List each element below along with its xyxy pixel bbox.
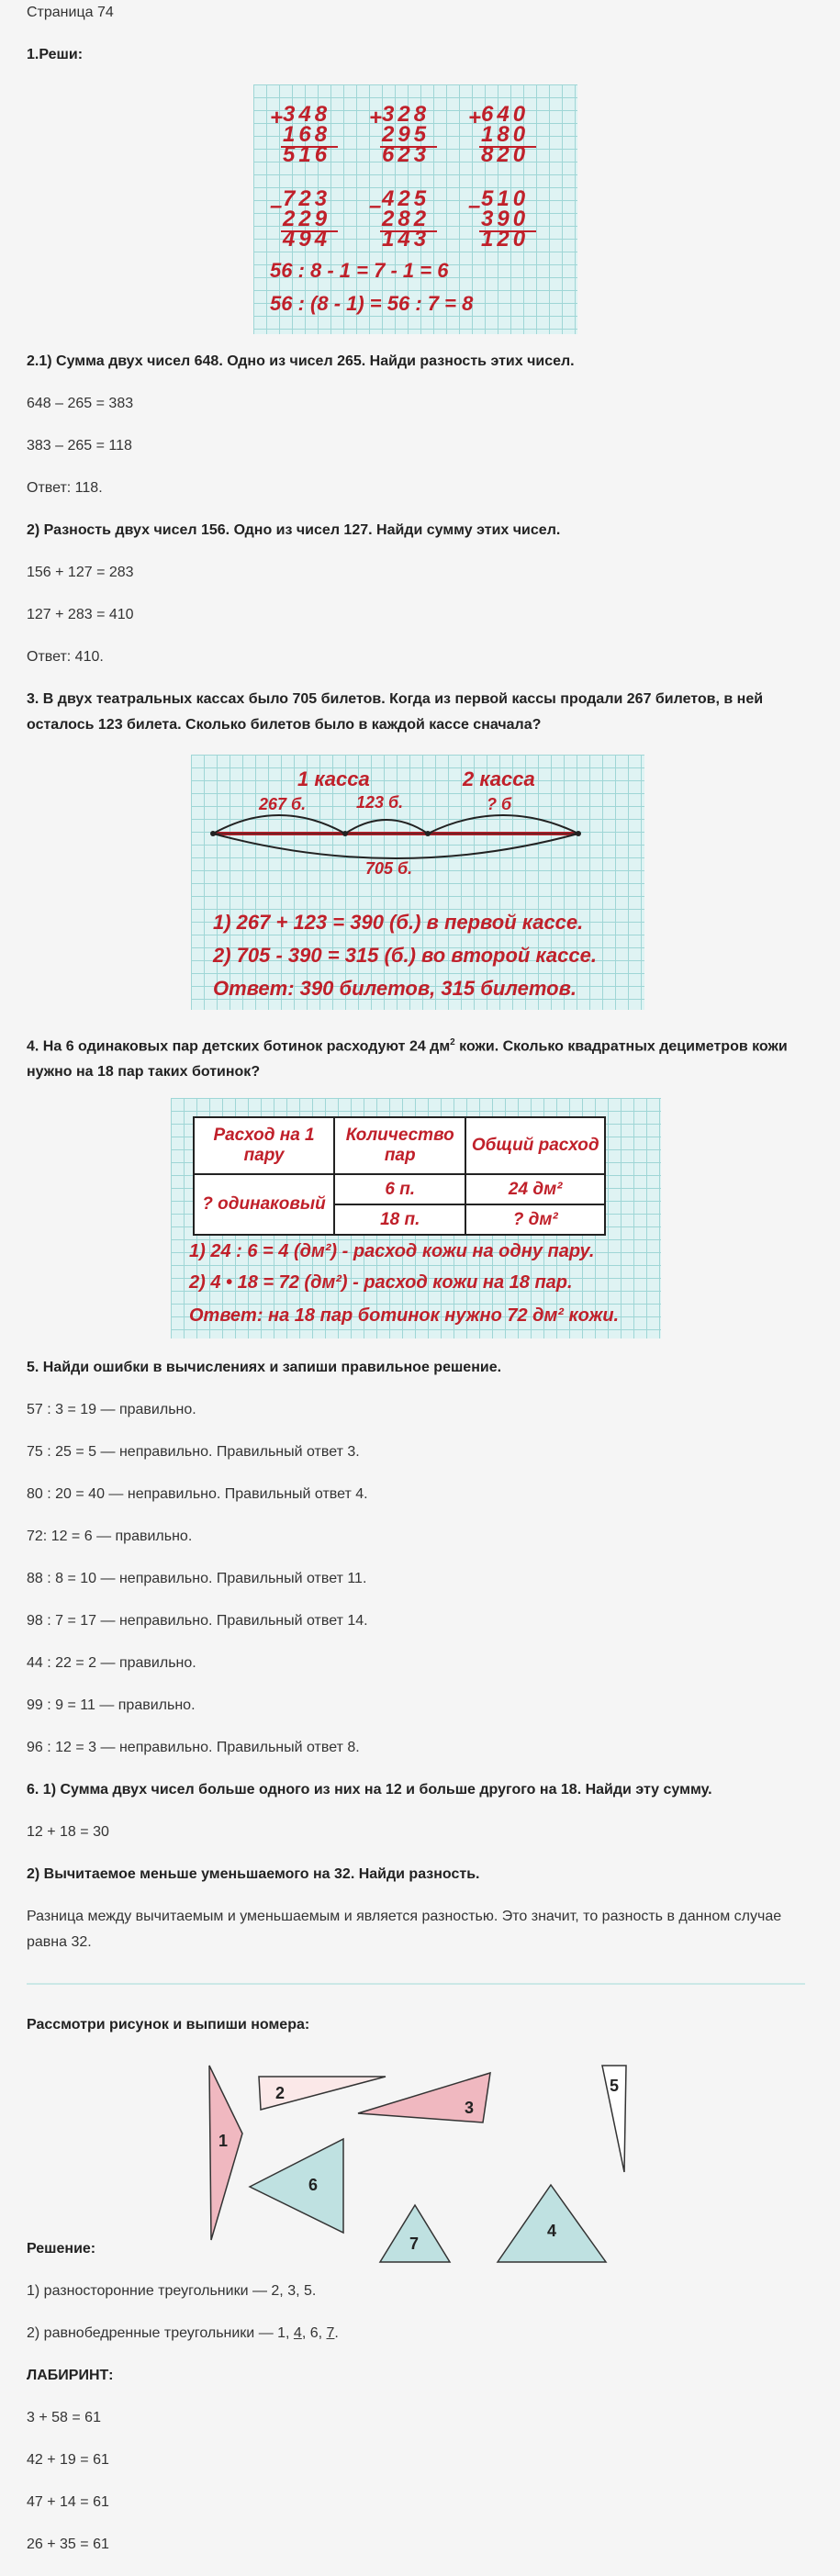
task6-heading: 6. 1) Сумма двух чисел больше одного из них на 12 и больше другого на 18. Найди эту сумму. — [27, 1782, 712, 1798]
task1-heading: 1.Реши: — [27, 47, 84, 62]
task3-sol2: 2) 705 - 390 = 315 (б.) во второй кассе. — [213, 944, 597, 967]
triangle-label: 2 — [275, 2084, 286, 2102]
triangle-label: 5 — [610, 2077, 620, 2095]
table-cell-r1c3: 24 дм² — [465, 1174, 605, 1204]
task4-sol1: 1) 24 : 6 = 4 (дм²) - расход кожи на одну пару. — [189, 1241, 595, 1261]
task4-heading — [27, 1030, 816, 1085]
expr2: 56 : (8 - 1) = 56 : 7 = 8 — [270, 292, 474, 315]
task5-heading: 5. Найди ошибки в вычислениях и запиши правильное решение. — [27, 1360, 502, 1375]
task5-line: 72: 12 = 6 — правильно. — [27, 1529, 193, 1544]
sol2-mid: , 6, — [301, 2325, 327, 2341]
task4-table — [193, 1116, 606, 1236]
triangle-6 — [250, 2139, 343, 2233]
sub1-a: 723 — [283, 186, 331, 211]
task3-heading: 3. В двух театральных кассах было 705 билетов. Когда из первой кассы продали 267 билетов, в ней осталось 123 билета. Сколько билетов было в каждой кассе сначала? — [27, 691, 764, 733]
kassa2-label: 2 касса — [463, 767, 535, 790]
seg3-label: ? б — [487, 795, 512, 813]
task2-line3: 156 + 127 = 283 — [27, 565, 134, 580]
section-divider — [27, 1983, 805, 1985]
task6-line1: 12 + 18 = 30 — [27, 1824, 109, 1840]
task5-line: 80 : 20 = 40 — неправильно. Правильный ответ 4. — [27, 1486, 368, 1502]
add3-a: 640 — [481, 102, 530, 127]
add2-b: 295 — [382, 122, 431, 147]
solution-heading: Решение: — [27, 2241, 96, 2257]
triangles-sol1: 1) разносторонние треугольники — 2, 3, 5. — [27, 2283, 317, 2299]
triangles-sol2 — [27, 2321, 816, 2346]
add2-r: 623 — [382, 142, 431, 167]
task2-heading: 2.1) Сумма двух чисел 648. Одно из чисел 265. Найди разность этих чисел. — [27, 353, 575, 369]
sub1-r: 494 — [283, 227, 331, 252]
triangle-label: 7 — [409, 2234, 420, 2253]
sol2-suffix: . — [334, 2325, 339, 2341]
add2-a: 328 — [382, 102, 431, 127]
task6-text: Разница между вычитаемым и уменьшаемым и является разностью. Это значит, то разность в данном случае равна 32. — [27, 1909, 782, 1950]
task3-figure — [191, 755, 644, 1010]
add1-b: 168 — [283, 122, 331, 147]
add3-b: 180 — [481, 122, 530, 147]
task2-answer1: Ответ: 118. — [27, 480, 103, 496]
labyrinth-line: 26 + 35 = 61 — [27, 2537, 109, 2552]
table-cell-r1c2: 6 п. — [334, 1174, 465, 1204]
labyrinth-line: 47 + 14 = 61 — [27, 2494, 109, 2510]
task4-answer: Ответ: на 18 пар ботинок нужно 72 дм² кожи. — [189, 1305, 620, 1326]
svg-text:+: + — [369, 106, 383, 130]
table-header-total: Общий расход — [465, 1117, 605, 1174]
task1-calculations — [253, 84, 577, 334]
task3-sol1: 1) 267 + 123 = 390 (б.) в первой кассе. — [213, 911, 584, 934]
kassa1-label: 1 касса — [297, 767, 370, 790]
task5-line: 99 : 9 = 11 — правильно. — [27, 1697, 196, 1713]
sol2-underlined-7: 7 — [326, 2325, 335, 2341]
add1-r: 516 — [283, 142, 331, 167]
sol2-prefix: 2) равнобедренные треугольники — 1, — [27, 2325, 294, 2341]
svg-text:–: – — [468, 194, 481, 218]
task5-line: 57 : 3 = 19 — правильно. — [27, 1402, 196, 1417]
labyrinth-heading: ЛАБИРИНТ: — [27, 2368, 114, 2383]
expr1: 56 : 8 - 1 = 7 - 1 = 6 — [270, 259, 449, 282]
sub3-r: 120 — [481, 227, 530, 252]
task4-sol2: 2) 4 • 18 = 72 (дм²) - расход кожи на 18 пар. — [189, 1272, 573, 1293]
seg1-label: 267 б. — [259, 795, 307, 813]
task3-answer: Ответ: 390 билетов, 315 билетов. — [213, 977, 577, 1000]
triangle-label: 3 — [465, 2099, 475, 2117]
triangles-figure — [202, 2053, 643, 2264]
task4-heading-sup: 2 — [450, 1037, 455, 1047]
triangle-label: 1 — [218, 2132, 229, 2150]
task2-line2: 383 – 265 = 118 — [27, 438, 132, 454]
labyrinth-line: 3 + 58 = 61 — [27, 2410, 101, 2425]
sub2-a: 425 — [382, 186, 431, 211]
table-cell-r2c2: 18 п. — [334, 1204, 465, 1235]
sol2-underlined-4: 4 — [293, 2325, 302, 2341]
sub1-b: 229 — [283, 207, 331, 231]
svg-text:–: – — [369, 194, 382, 218]
page-title: Страница 74 — [27, 5, 114, 20]
svg-text:–: – — [270, 194, 283, 218]
task4-heading-part1: 4. На 6 одинаковых пар детских ботинок расходуют 24 дм — [27, 1038, 451, 1055]
table-header-count: Количество пар — [334, 1117, 465, 1174]
add3-r: 820 — [481, 142, 530, 167]
task1-figure — [253, 84, 577, 334]
task5-line: 44 : 22 = 2 — правильно. — [27, 1655, 196, 1671]
task4-heading-part2: кожи. Сколько квадратных дециметров кожи нужно на 18 пар таких ботинок? — [27, 1038, 788, 1081]
table-cell-rate: ? одинаковый — [194, 1174, 334, 1235]
seg2-label: 123 б. — [356, 793, 404, 812]
table-cell-r2c3: ? дм² — [465, 1204, 605, 1235]
task5-line: 75 : 25 = 5 — неправильно. Правильный ответ 3. — [27, 1444, 360, 1460]
add1-a: 348 — [283, 102, 331, 127]
svg-text:+: + — [270, 106, 284, 130]
task2-line4: 127 + 283 = 410 — [27, 607, 134, 622]
table-header-rate: Расход на 1 пару — [194, 1117, 334, 1174]
task6-heading2: 2) Вычитаемое меньше уменьшаемого на 32. Найди разность. — [27, 1866, 480, 1882]
task5-line: 96 : 12 = 3 — неправильно. Правильный ответ 8. — [27, 1740, 360, 1755]
svg-text:+: + — [468, 106, 482, 130]
triangle-1 — [209, 2066, 242, 2240]
sub3-a: 510 — [481, 186, 530, 211]
sub2-b: 282 — [382, 207, 431, 231]
triangle-label: 6 — [308, 2176, 319, 2194]
task5-line: 98 : 7 = 17 — неправильно. Правильный ответ 14. — [27, 1613, 368, 1629]
triangle-label: 4 — [547, 2222, 557, 2240]
task2-line1: 648 – 265 = 383 — [27, 396, 134, 411]
task4-figure — [171, 1098, 661, 1338]
total-label: 705 б. — [365, 859, 413, 878]
labyrinth-line: 42 + 19 = 61 — [27, 2452, 109, 2468]
task2-answer2: Ответ: 410. — [27, 649, 104, 665]
task3-segment-diagram — [191, 755, 644, 1010]
sub2-r: 143 — [382, 227, 431, 252]
triangles-heading: Рассмотри рисунок и выпиши номера: — [27, 2017, 310, 2033]
sub3-b: 390 — [481, 207, 530, 231]
task5-line: 88 : 8 = 10 — неправильно. Правильный ответ 11. — [27, 1571, 367, 1586]
task2-heading2: 2) Разность двух чисел 156. Одно из чисел 127. Найди сумму этих чисел. — [27, 522, 561, 538]
